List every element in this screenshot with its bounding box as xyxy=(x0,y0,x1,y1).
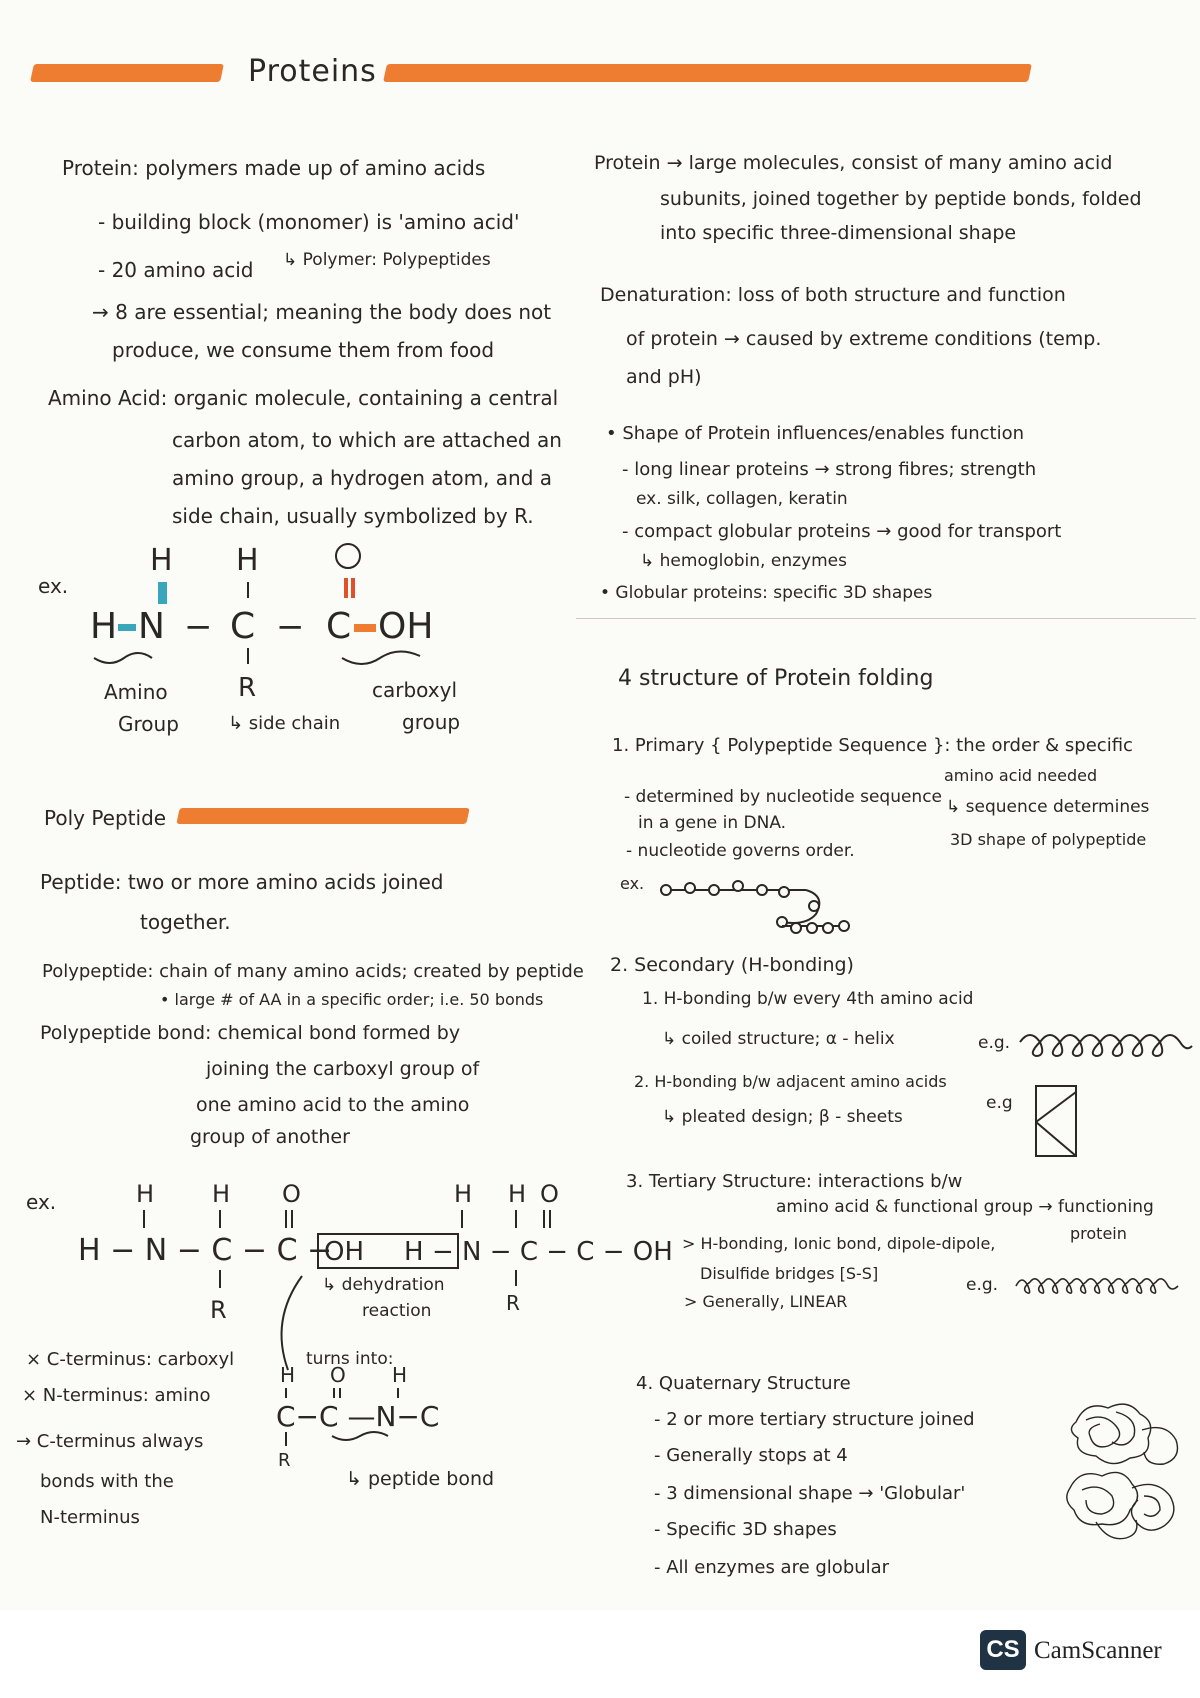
carboxyl-group-label-1: carboxyl xyxy=(372,678,458,702)
page-title: Proteins xyxy=(248,54,377,89)
bullet-consume: produce, we consume them from food xyxy=(112,338,495,362)
n-terminus-note: × N-terminus: amino xyxy=(22,1385,211,1406)
primary-note: amino acid needed xyxy=(944,766,1098,785)
quaternary-line5: - All enzymes are globular xyxy=(654,1557,890,1578)
polypeptide-def-line2: • large # of AA in a specific order; i.e. 50 bonds xyxy=(160,990,544,1009)
bullet-essential: → 8 are essential; meaning the body does not xyxy=(92,300,552,324)
bullet-building-block: - building block (monomer) is 'amino acid' xyxy=(98,210,520,234)
shape-note-1: • Shape of Protein influences/enables function xyxy=(606,423,1025,444)
svg-text:R: R xyxy=(210,1296,227,1324)
bullet-polymer: ↳ Polymer: Polypeptides xyxy=(283,250,491,270)
amino-acid-def-line1: Amino Acid: organic molecule, containing a central xyxy=(48,386,559,410)
svg-text:R: R xyxy=(238,673,257,703)
primary-side-1: ↳ sequence determines xyxy=(946,797,1150,817)
svg-text:H: H xyxy=(150,543,173,578)
svg-text:O: O xyxy=(540,1180,559,1208)
c-terminus-bonds-line3: N-terminus xyxy=(40,1507,140,1528)
turns-into-label: turns into: xyxy=(306,1349,394,1369)
right-protein-def-line3: into specific three-dimensional shape xyxy=(660,222,1017,244)
secondary-line1: 1. H-bonding b/w every 4th amino acid xyxy=(642,989,974,1009)
primary-side-2: 3D shape of polypeptide xyxy=(950,830,1147,849)
secondary-eg1: e.g. xyxy=(978,1033,1011,1053)
svg-text:OH: OH xyxy=(324,1237,365,1267)
peptide-def-line1: Peptide: two or more amino acids joined xyxy=(40,870,444,894)
svg-text:O: O xyxy=(330,1363,346,1387)
svg-text:−: − xyxy=(276,607,305,647)
denaturation-line3: and pH) xyxy=(626,366,702,388)
svg-text:H: H xyxy=(212,1180,231,1208)
tertiary-title: 3. Tertiary Structure: interactions b/w xyxy=(626,1171,963,1192)
svg-text:C−C —N−C: C−C —N−C xyxy=(276,1400,440,1433)
primary-line3: - nucleotide governs order. xyxy=(626,841,855,861)
camscanner-brand: CamScanner xyxy=(1034,1637,1162,1664)
ex-label-2: ex. xyxy=(26,1190,57,1214)
svg-text:OH: OH xyxy=(378,606,434,647)
svg-text:H: H xyxy=(508,1180,527,1208)
primary-ex-label: ex. xyxy=(620,874,645,893)
svg-text:H: H xyxy=(280,1363,296,1387)
polypeptide-bond-line2: joining the carboxyl group of xyxy=(206,1058,480,1080)
polypeptide-chain-sketch xyxy=(656,866,856,946)
polypeptide-bond-line1: Polypeptide bond: chemical bond formed by xyxy=(40,1022,461,1044)
title-highlight-left xyxy=(30,64,224,82)
svg-text:C: C xyxy=(326,606,352,647)
shape-note-6: • Globular proteins: specific 3D shapes xyxy=(600,583,933,603)
primary-line2: in a gene in DNA. xyxy=(638,813,787,833)
denaturation-line1: Denaturation: loss of both structure and function xyxy=(600,284,1066,306)
secondary-eg2: e.g xyxy=(986,1093,1013,1113)
amino-acid-def-line3: amino group, a hydrogen atom, and a xyxy=(172,466,553,490)
quaternary-line1: - 2 or more tertiary structure joined xyxy=(654,1409,975,1430)
svg-text:H: H xyxy=(136,1180,155,1208)
carboxyl-group-label-2: group xyxy=(402,710,461,734)
svg-text:N: N xyxy=(138,606,165,647)
quaternary-line3: - 3 dimensional shape → 'Globular' xyxy=(654,1483,966,1504)
peptide-bond-label: ↳ peptide bond xyxy=(346,1468,495,1490)
primary-title: 1. Primary { Polypeptide Sequence }: the order & specific xyxy=(612,735,1133,756)
title-highlight-right xyxy=(383,64,1032,82)
bullet-20-amino: - 20 amino acid xyxy=(98,258,254,282)
shape-note-3: ex. silk, collagen, keratin xyxy=(636,489,848,509)
svg-text:R: R xyxy=(278,1450,291,1471)
tertiary-line4: Disulfide bridges [S-S] xyxy=(700,1264,879,1283)
peptide-bond-diagram xyxy=(272,1360,492,1470)
svg-text:H: H xyxy=(236,543,259,578)
svg-text:H: H xyxy=(404,1237,424,1267)
tertiary-line2: protein xyxy=(1070,1224,1127,1243)
svg-text:− N − C − C − OH: − N − C − C − OH xyxy=(432,1237,673,1267)
shape-note-2: - long linear proteins → strong fibres; strength xyxy=(622,459,1037,480)
polypeptide-highlight xyxy=(176,808,469,824)
tertiary-line3: > H-bonding, Ionic bond, dipole-dipole, xyxy=(682,1234,996,1253)
quaternary-title: 4. Quaternary Structure xyxy=(636,1373,851,1394)
secondary-line4: ↳ pleated design; β - sheets xyxy=(662,1107,903,1127)
ex-label-1: ex. xyxy=(38,574,69,598)
secondary-line2: ↳ coiled structure; α - helix xyxy=(662,1029,895,1049)
amino-group-label-1: Amino xyxy=(104,680,168,704)
secondary-title: 2. Secondary (H-bonding) xyxy=(610,954,854,976)
amino-group-label-2: Group xyxy=(118,712,179,736)
tertiary-line1: amino acid & functional group → functioning xyxy=(776,1197,1154,1217)
quaternary-globular-sketch xyxy=(1056,1392,1186,1562)
svg-text:H: H xyxy=(392,1363,408,1387)
polypeptide-heading: Poly Peptide xyxy=(44,806,167,830)
svg-text:H: H xyxy=(454,1180,473,1208)
peptide-def-line2: together. xyxy=(140,910,231,934)
svg-text:O: O xyxy=(282,1180,301,1208)
section-divider xyxy=(576,618,1196,619)
camscanner-logo-icon: CS xyxy=(980,1630,1026,1670)
shape-note-5: ↳ hemoglobin, enzymes xyxy=(640,551,847,571)
protein-definition: Protein: polymers made up of amino acids xyxy=(62,156,486,180)
svg-text:−: − xyxy=(184,607,213,647)
svg-text:H: H xyxy=(90,606,118,647)
c-terminus-note: × C-terminus: carboxyl xyxy=(26,1349,235,1370)
amino-acid-def-line2: carbon atom, to which are attached an xyxy=(172,428,562,452)
shape-note-4: - compact globular proteins → good for transport xyxy=(622,521,1062,542)
polypeptide-bond-line4: group of another xyxy=(190,1126,350,1148)
beta-sheet-sketch xyxy=(1032,1082,1082,1162)
secondary-line3: 2. H-bonding b/w adjacent amino acids xyxy=(634,1072,947,1091)
quaternary-line2: - Generally stops at 4 xyxy=(654,1445,848,1466)
peptide-formation-diagram xyxy=(70,1170,673,1330)
c-terminus-bonds-line1: → C-terminus always xyxy=(16,1431,204,1452)
folding-heading: 4 structure of Protein folding xyxy=(618,666,934,691)
denaturation-line2: of protein → caused by extreme conditions (temp. xyxy=(626,328,1102,350)
tertiary-coil-sketch xyxy=(1012,1270,1182,1300)
polypeptide-def-line1: Polypeptide: chain of many amino acids; created by peptide xyxy=(42,961,584,982)
svg-text:C: C xyxy=(230,606,256,647)
dehydration-label-1: ↳ dehydration xyxy=(322,1275,445,1295)
dehydration-label-2: reaction xyxy=(362,1301,432,1321)
side-chain-label: ↳ side chain xyxy=(228,713,341,734)
svg-text:R: R xyxy=(506,1291,520,1315)
svg-text:H − N − C − C −: H − N − C − C − xyxy=(78,1233,333,1268)
amino-acid-def-line4: side chain, usually symbolized by R. xyxy=(172,504,534,528)
right-protein-def-line1: Protein → large molecules, consist of many amino acid xyxy=(594,152,1113,174)
quaternary-line4: - Specific 3D shapes xyxy=(654,1519,837,1540)
primary-line1: - determined by nucleotide sequence xyxy=(624,787,943,807)
tertiary-eg: e.g. xyxy=(966,1275,999,1295)
alpha-helix-sketch xyxy=(1016,1028,1196,1068)
right-protein-def-line2: subunits, joined together by peptide bonds, folded xyxy=(660,188,1142,210)
polypeptide-bond-line3: one amino acid to the amino xyxy=(196,1094,470,1116)
c-terminus-bonds-line2: bonds with the xyxy=(40,1471,174,1492)
tertiary-line5: > Generally, LINEAR xyxy=(684,1292,848,1311)
